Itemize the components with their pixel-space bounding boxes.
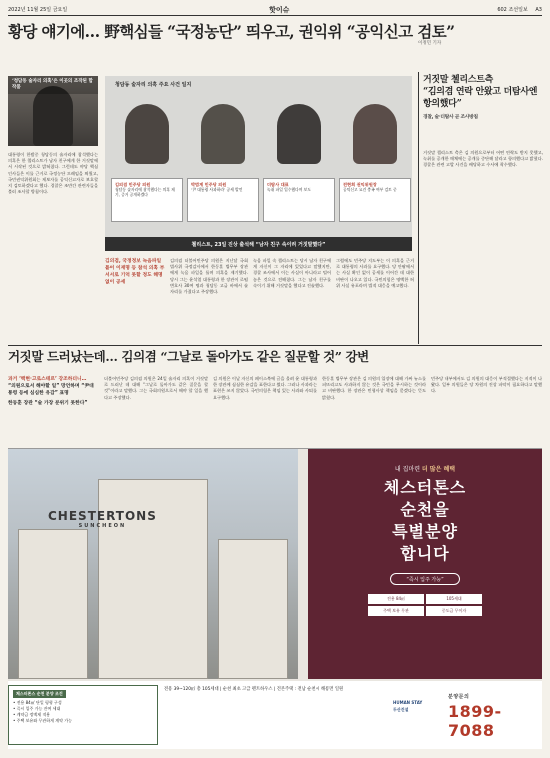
article-column-4: 그럼에도 민주당 지도부는 이 의혹을 근거로 대통령의 사과를 요구했다. 당 안팎에서는 사실 확인 없이 공세를 이어간 데 대한 비판이 나오고 있다. 국민의힘은 명백한 허위 사실 유포라며 법적 대응을 예고했다. [336, 258, 414, 288]
infographic [105, 76, 412, 251]
ad-sponsor-logos: HUMAN STAY 두산건설 [393, 700, 423, 712]
person-box-4: 전현희 권익위원장 공익신고 요건 충족 여부 검토 중 [339, 178, 411, 222]
ad-building-photo [8, 449, 298, 679]
article-column-3: 녹음 파일 속 첼리스트는 당시 남자 친구에게 자신이 그 자리에 있었다고 말했지만, 경찰 조사에서 이는 사실이 아니라고 털어놓은 것으로 전해졌다. 그는 남자 친구를 속이기 위해 거짓말을 했다고 진술했다. [253, 258, 331, 288]
header-paper: 602 조선일보 [497, 7, 528, 13]
person-photo-4 [339, 98, 411, 172]
side-article-body: 거짓말 첼리스트 측은 김 의원으로부터 어떤 연락도 받지 못했고, 녹취를 공개한 매체에는 공개를 중단해 달라고 항의했다고 밝혔다. 경찰은 관련 고발 사건을 배당하고 수사에 착수했다. [423, 150, 543, 168]
lead-photo-caption: ‘청담동 술자리 의혹’은 이곳의 조작된 합작품 [8, 76, 98, 94]
ad-brand-logo: CHESTERTONS SUNCHEON [48, 509, 157, 529]
ad-chip-list: 전용 84㎡ 105세대 주택 보유 무관 중도금 무이자 [368, 594, 482, 616]
main-headline: 황당 얘기에… 野핵심들 “국정농단” 띄우고, 권익위 “공익신고 검토” [8, 22, 455, 41]
section-divider [8, 345, 542, 346]
main-byline: 이정민 기자 [418, 41, 442, 46]
person-box-3: 더탐사 대표 녹취 파일 입수했다며 보도 [263, 178, 335, 222]
column-divider [418, 72, 419, 344]
header-section: 핫이슈 [269, 5, 290, 14]
person-photo-3 [263, 98, 335, 172]
ad-promo-panel: 내 집마련 더 많은 혜택 체스터톤스 순천을 특별분양 합니다 “즉시 입주 가능” 전용 84㎡ 105세대 주택 보유 무관 중도금 무이자 [308, 449, 542, 679]
ad-details: 전용 39~120㎡ 총 105세대 | 순천 최초 고급 펜트하우스 | 견본주택 : 전남 순천시 해룡면 일원 [164, 687, 344, 692]
section2-column-2: 김 의원은 이날 자신의 페이스북에 글을 올려 윤 대통령과 한 장관께 심심한 유감을 표한다고 썼다. 그러나 사과라는 표현은 쓰지 않았다. 국민의힘은 책임 있는 사과와 사퇴를 요구했다. [213, 376, 317, 400]
person-photo-1 [111, 98, 183, 172]
ad-phone-number[interactable]: 분양문의 1899-7088 [448, 694, 502, 740]
subhead: 김의겸, 국정정보 녹음파일 틀어 이재명 등 참석 의혹 부서서로 기억 못할 정도 해명 없이 공세 [105, 259, 165, 285]
side-article-headline: 거짓말 첼리스트측 “김의겸 연락 안왔고 더탐사엔 항의했다” 경찰, 술·더탐사 곧 조사방침 [423, 75, 538, 120]
section2-headline: 거짓말 드러났는데… 김의겸 “그날로 돌아가도 같은 질문할 것” 강변 [8, 349, 369, 364]
ad-footer [8, 681, 542, 749]
article-column-2: 김의겸 더불어민주당 의원은 지난달 국회 법사위 국정감사에서 한동훈 법무부 장관에게 녹음 파일을 틀며 의혹을 제기했다. 당시 그는 윤석열 대통령과 한 장관이 로펌 변호사 30여 명과 청담동 고급 바에서 술자리를 가졌다고 주장했다. [170, 258, 248, 295]
section2-column-3: 한동훈 법무부 장관은 김 의원의 입장에 대해 가짜 뉴스를 퍼뜨리고도 사과하지 않는 것은 국민을 무시하는 것이라고 비판했다. 한 장관은 민형사상 책임을 묻겠다는 뜻도 밝혔다. [322, 376, 426, 400]
person-box-2: 박범계 민주당 의원 ‘尹 대통령 사과하라’ 공세 발언 [187, 178, 259, 222]
header-date: 2022년 11월 25일 금요일 [8, 7, 68, 13]
person-photo-2 [187, 98, 259, 172]
infographic-bar: 첼리스트, 23일 진상 출석해 “남자 친구 속이려 거짓말했다” [105, 237, 412, 251]
infographic-title: 청담동 술자리 의혹 주요 사건 일지 [115, 82, 192, 88]
section2-column-1: 더불어민주당 김의겸 의원은 24일 술자리 의혹이 거짓말로 드러난 데 대해 “그날로 돌아가도 같은 질문을 할 것”이라고 말했다. 그는 국회의원으로서 해야 할 일을 했다고 주장했다. [104, 376, 208, 400]
page-header [8, 4, 542, 16]
ad-benefits-box: 체스터톤스 순천 분양 조건 • 전용 84㎡ 단일 평형 구성 • 즉시 입주 가능 잔여 세대 • 계약금 정액제 적용 • 주택 보유와 무관하게 계약 가능 [8, 685, 158, 745]
header-page: A3 [535, 7, 542, 13]
section2-column-4: 민주당 내부에서도 김 의원의 대응이 부적절했다는 지적이 나왔다. 일부 의원들은 당 차원의 진상 파악이 필요하다고 말했다. [431, 376, 542, 394]
section2-subhead: 과거 ‘백현·고로스테르’ 강조하더니… “의원으로서 해야할 일” 망언하며 “尹대통령 등에 심심한 유감” 표명 한동훈 장관 “술 가장 분위기 못한다” [8, 377, 94, 406]
article-column-1: 대통령이 한밤중 청담동의 술자리에 참석했다는 의혹은 한 첼리스트가 남자 친구에게 한 거짓말에서 시작된 것으로 밝혀졌다. 그런데도 야당 핵심 인사들은 이를 근거로 국정농단 프레임을 띄웠고, 국민권익위원회는 제보자를 공익신고자로 보호할지 검토하겠다고 했다. 경찰은 조만간 관련자들을 불러 조사할 방침이다. [8, 152, 98, 195]
real-estate-ad[interactable] [8, 448, 542, 748]
person-silhouette [33, 86, 73, 146]
ad-big-text: 체스터톤스 순천을 특별분양 합니다 [383, 478, 467, 563]
ad-move-in-badge: “즉시 입주 가능” [390, 573, 460, 585]
person-box-1: 김의겸 민주당 의원 청담동 술자리에 참석했다는 의혹 제기, 증거 공개하겠다 [111, 178, 183, 222]
